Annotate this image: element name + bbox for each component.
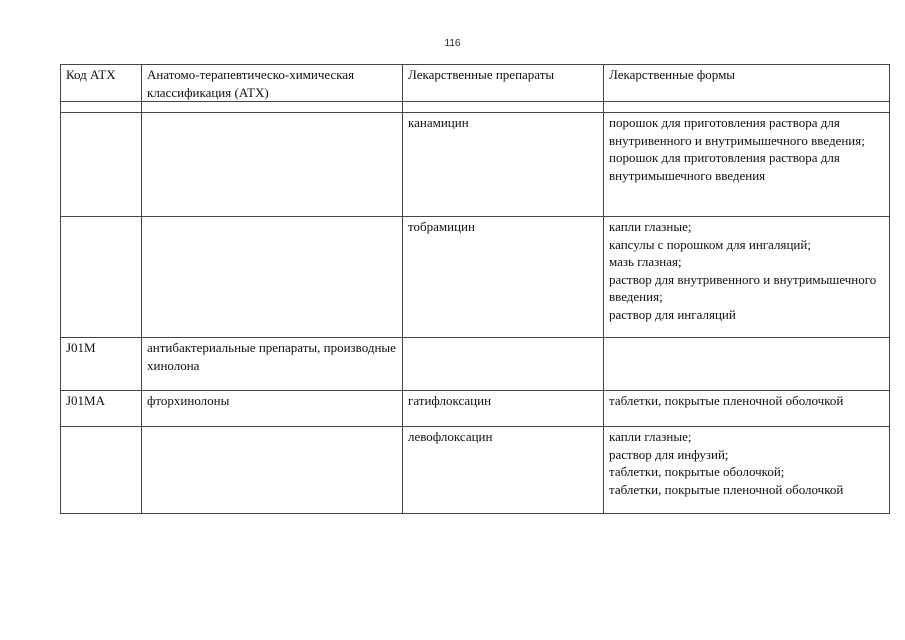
cell-classification [142,427,403,514]
form-item: таблетки, покрытые пленочной оболочкой [609,393,844,408]
header-code: Код АТХ [61,65,142,102]
table-row [61,391,890,427]
cell-forms [604,217,890,338]
cell-drug [403,338,604,391]
header-classification: Анатомо-терапевтическо-химическая классификация (АТХ) [142,65,403,102]
form-item: раствор для инфузий; [609,446,729,462]
table-row [61,338,890,391]
cell-drug: левофлоксацин [403,427,604,514]
form-item: капли глазные; [609,219,692,234]
table-row [61,427,890,514]
cell-code [61,113,142,217]
cell-drug: гатифлоксацин [403,391,604,427]
spacer-cell [604,102,890,113]
forms-list [609,428,884,498]
form-item: порошок для приготовления раствора для внутривенного и внутримышечного введения; [609,115,865,148]
form-item: раствор для ингаляций [609,306,736,322]
header-forms: Лекарственные формы [604,65,890,102]
cell-classification [142,113,403,217]
cell-code: J01M [61,338,142,391]
form-item: мазь глазная; [609,254,682,269]
form-item: раствор для внутривенного и внутримышечного введения; [609,271,877,304]
cell-classification [142,217,403,338]
spacer-cell [142,102,403,113]
page-number: 116 [444,38,461,49]
table-row [61,217,890,338]
forms-list [609,218,884,323]
cell-forms [604,113,890,217]
form-item: капли глазные; [609,429,692,444]
cell-drug: тобрамицин [403,217,604,338]
cell-forms [604,338,890,391]
forms-list [609,114,884,184]
spacer-cell [61,102,142,113]
spacer-cell [403,102,604,113]
atx-drug-table [60,64,890,514]
cell-classification: фторхинолоны [142,391,403,427]
cell-forms [604,391,890,427]
table-header-spacer-row [61,102,890,113]
header-drugs: Лекарственные препараты [403,65,604,102]
table-row [61,113,890,217]
cell-classification: антибактериальные препараты, производные хинолона [142,338,403,391]
cell-forms [604,427,890,514]
table-header-row [61,65,890,102]
form-item: таблетки, покрытые пленочной оболочкой [609,481,844,497]
cell-code: J01MA [61,391,142,427]
cell-code [61,217,142,338]
form-item: таблетки, покрытые оболочкой; [609,464,785,479]
cell-code [61,427,142,514]
forms-list [609,392,884,410]
form-item: порошок для приготовления раствора для внутримышечного введения [609,150,840,183]
cell-drug: канамицин [403,113,604,217]
form-item: капсулы с порошком для ингаляций; [609,236,811,252]
